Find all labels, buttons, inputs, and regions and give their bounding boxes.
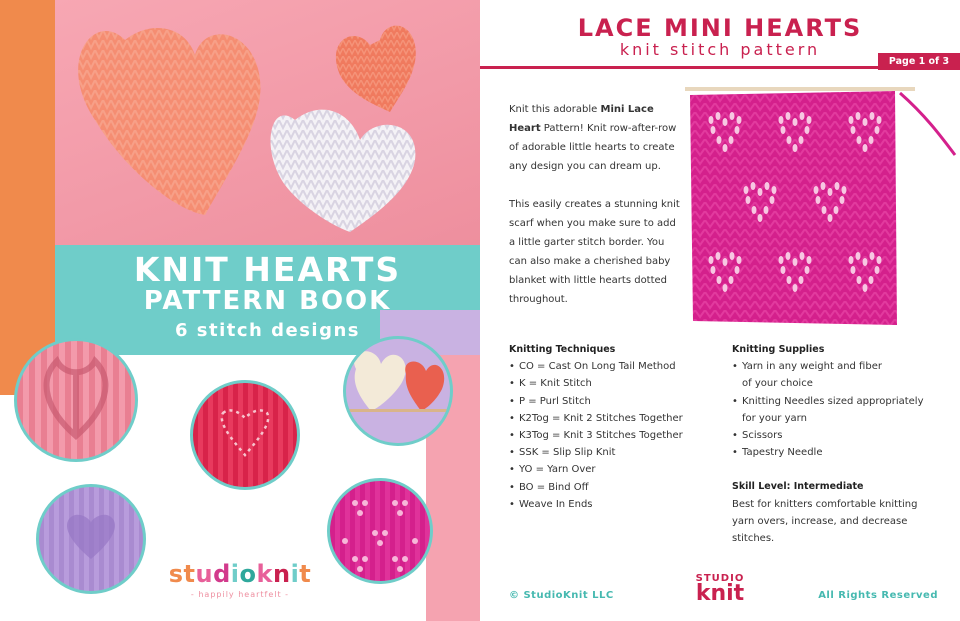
eyelet-hole (849, 116, 854, 124)
eyelet-hole (730, 252, 735, 260)
knit-hearts-illustration (55, 0, 480, 245)
eyelet-hole (729, 276, 734, 284)
cover-title-line2: PATTERN BOOK (143, 286, 392, 316)
eyelet-hole (793, 144, 798, 152)
eyelet-hole (786, 112, 791, 120)
eyelet-hole (840, 196, 845, 204)
eyelet-hole (799, 276, 804, 284)
eyelet-hole (723, 258, 728, 266)
hearts-photo (55, 0, 480, 245)
orange-accent-bar (0, 0, 55, 395)
techniques-section (509, 341, 709, 513)
eyelet-hole (805, 126, 810, 134)
eyelet-hole (793, 284, 798, 292)
supplies-heading: Knitting Supplies (732, 344, 825, 355)
eyelet-hole (875, 266, 880, 274)
eyelet-hole (730, 112, 735, 120)
eyelet-hole (857, 276, 862, 284)
eyelet-hole (723, 144, 728, 152)
eyelet-hole (856, 252, 861, 260)
supply-item: for your yarn (742, 412, 807, 424)
eyelet-hole (709, 116, 714, 124)
technique-item: • BO = Bind Off (509, 479, 709, 496)
supply-item: of your choice (742, 378, 813, 390)
supplies-section (732, 341, 942, 547)
technique-item: • CO = Cast On Long Tail Method (509, 358, 709, 375)
footer-logo (690, 574, 750, 605)
supply-item: • Scissors (732, 427, 942, 444)
eyelet-hole (856, 112, 861, 120)
eyelet-hole (875, 126, 880, 134)
eyelet-hole (863, 258, 868, 266)
eyelet-hole (805, 266, 810, 274)
logo-tagline: - happily heartfelt - (190, 590, 290, 599)
eyelet-hole (737, 116, 742, 124)
eyelet-hole (857, 136, 862, 144)
eyelet-hole (800, 112, 805, 120)
eyelet-hole (842, 186, 847, 194)
intro-paragraph-1: Knit this adorable Mini Lace Heart Pattern! Knit row-after-row of adorable little hearts to create any design you can dream up. (509, 104, 677, 172)
eyelet-hole (816, 196, 821, 204)
eyelet-hole (723, 118, 728, 126)
eyelet-hole (851, 266, 856, 274)
eyelet-hole (770, 196, 775, 204)
skill-level-text: Best for knitters comfortable knitting yarn overs, increase, and decrease stitches. (732, 498, 918, 545)
eyelet-hole (758, 188, 763, 196)
eyelet-hole (828, 214, 833, 222)
mini-hearts-photo (343, 336, 453, 446)
eyelet-hole (729, 136, 734, 144)
eyelet-hole (744, 186, 749, 194)
footer-logo-bottom: knit (695, 581, 745, 606)
eyelet-hole (723, 284, 728, 292)
logo-letter: d (213, 560, 231, 588)
eyelet-hole (799, 136, 804, 144)
logo-letter: i (230, 560, 240, 588)
eyelet-hole (779, 256, 784, 264)
logo-letter: u (195, 560, 214, 588)
eyelet-hole (863, 284, 868, 292)
page-indicator: Page 1 of 3 (878, 53, 960, 70)
eyelet-hole (764, 206, 769, 214)
eyelet-hole (709, 256, 714, 264)
eyelet-hole (834, 206, 839, 214)
cover-title-line3: 6 stitch designs (174, 320, 361, 341)
eyelet-hole (716, 252, 721, 260)
technique-item: • K2Tog = Knit 2 Stitches Together (509, 410, 709, 427)
eyelet-hole (793, 258, 798, 266)
logo-letter: t (299, 560, 312, 588)
eyelet-hole (828, 188, 833, 196)
footer-logo-top: STUDIO (695, 573, 745, 584)
eyelet-hole (716, 112, 721, 120)
technique-item: • Weave In Ends (509, 496, 709, 513)
logo-letter: n (272, 560, 291, 588)
technique-item: • YO = Yarn Over (509, 461, 709, 478)
logo-letter: k (256, 560, 273, 588)
eyelet-hole (807, 116, 812, 124)
eyelet-hole (869, 136, 874, 144)
eyelet-hole (849, 256, 854, 264)
eyelet-hole (870, 252, 875, 260)
eyelet-hole (717, 276, 722, 284)
eyelet-hole (851, 126, 856, 134)
cable-heart-swatch (14, 338, 138, 462)
pattern-intro (509, 100, 681, 328)
logo-letter: i (290, 560, 300, 588)
technique-item: • SSK = Slip Slip Knit (509, 444, 709, 461)
eyelet-heart-swatch (190, 380, 300, 490)
logo-wordmark (160, 560, 320, 588)
pattern-title: LACE MINI HEARTS (577, 14, 863, 42)
supply-item: • Yarn in any weight and fiber (732, 358, 942, 375)
techniques-heading: Knitting Techniques (509, 344, 616, 355)
eyelet-hole (814, 186, 819, 194)
eyelet-hole (869, 276, 874, 284)
studioknit-logo (160, 560, 320, 599)
eyelet-hole (758, 214, 763, 222)
eyelet-hole (800, 252, 805, 260)
eyelet-hole (863, 118, 868, 126)
eyelet-hole (781, 266, 786, 274)
eyelet-hole (870, 112, 875, 120)
intro-paragraph-2: This easily creates a stunning knit scarf when you make sure to add a little garter stitch border. You can also make a cherished baby blanket with little hearts dotted throughout. (509, 199, 680, 305)
lace-hearts-swatch (327, 478, 433, 584)
pattern-subtitle: knit stitch pattern (619, 40, 821, 59)
eyelet-hole (822, 206, 827, 214)
supplies-list (732, 358, 942, 461)
eyelet-hole (735, 126, 740, 134)
skill-level-heading: Skill Level: Intermediate (732, 481, 864, 493)
eyelet-hole (779, 116, 784, 124)
eyelet-hole (786, 252, 791, 260)
purl-heart-swatch (36, 484, 146, 594)
eyelet-hole (711, 266, 716, 274)
eyelet-hole (787, 136, 792, 144)
eyelet-hole (877, 256, 882, 264)
eyelet-hole (821, 182, 826, 190)
logo-letter: t (183, 560, 196, 588)
eyelet-hole (835, 182, 840, 190)
technique-item: • K3Tog = Knit 3 Stitches Together (509, 427, 709, 444)
eyelet-hole (752, 206, 757, 214)
supply-item: • Tapestry Needle (732, 444, 942, 461)
logo-letter: o (239, 560, 257, 588)
eyelet-hole (807, 256, 812, 264)
eyelet-hole (717, 136, 722, 144)
eyelet-hole (877, 116, 882, 124)
technique-item: • K = Knit Stitch (509, 375, 709, 392)
eyelet-hole (751, 182, 756, 190)
eyelet-hole (711, 126, 716, 134)
copyright-text: © StudioKnit LLC (509, 590, 614, 601)
supply-item: • Knitting Needles sized appropriately (732, 393, 942, 410)
techniques-list (509, 358, 709, 513)
eyelet-hole (793, 118, 798, 126)
eyelet-hole (781, 126, 786, 134)
eyelet-hole (765, 182, 770, 190)
pattern-page (480, 0, 960, 621)
eyelet-hole (772, 186, 777, 194)
technique-item: • P = Purl Stitch (509, 393, 709, 410)
eyelet-hole (787, 276, 792, 284)
rights-text: All Rights Reserved (818, 590, 938, 601)
lace-hearts-knit-swatch (685, 85, 960, 330)
eyelet-hole (735, 266, 740, 274)
eyelet-hole (746, 196, 751, 204)
cover-title-line1: KNIT HEARTS (133, 250, 402, 289)
eyelet-hole (737, 256, 742, 264)
eyelet-hole (863, 144, 868, 152)
logo-letter: s (168, 560, 184, 588)
